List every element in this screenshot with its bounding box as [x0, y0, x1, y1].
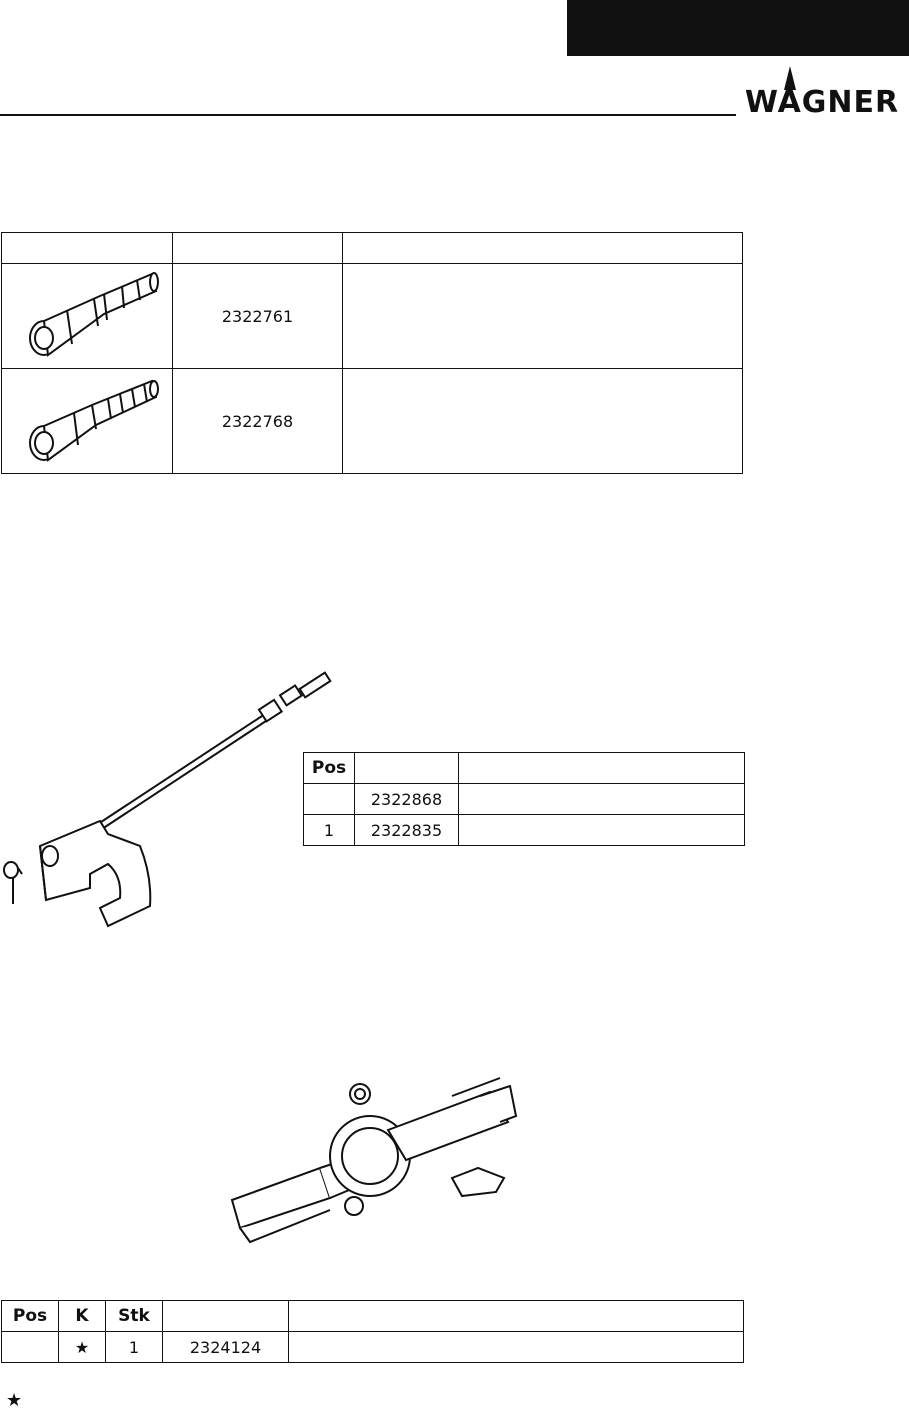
adapter-description	[343, 264, 743, 369]
header-black-bar	[567, 0, 909, 56]
table-row	[2, 1332, 744, 1363]
tool-description	[289, 1332, 744, 1363]
adapter-image-cell	[2, 369, 173, 474]
cable-part-no: 2322868	[355, 784, 459, 815]
cable-table	[303, 752, 745, 846]
adapter-part-no: 2322768	[173, 369, 343, 474]
table-row	[304, 784, 745, 815]
cable-header-pos: Pos	[304, 753, 355, 784]
table-row	[304, 815, 745, 846]
hose-adapter-stepped-icon	[12, 369, 162, 469]
cable-part-no: 2322835	[355, 815, 459, 846]
cable-description	[459, 784, 745, 815]
cable-pos: 1	[304, 815, 355, 846]
cable-description	[459, 815, 745, 846]
hose-adapter-icon	[12, 264, 162, 364]
tool-part-no: 2324124	[163, 1332, 289, 1363]
nozzle-tool-illustration	[220, 1078, 520, 1250]
adapter-col-part	[173, 233, 343, 264]
tool-header-k: K	[59, 1301, 106, 1332]
adapter-image-cell	[2, 264, 173, 369]
table-row	[2, 369, 743, 474]
adapter-description	[343, 369, 743, 474]
footnote-star-icon: ★	[6, 1390, 23, 1411]
cleaning-wire-illustration	[0, 676, 345, 936]
adapter-table	[1, 232, 743, 474]
tool-header-pos: Pos	[2, 1301, 59, 1332]
tool-header-desc	[289, 1301, 744, 1332]
header-rule	[0, 114, 736, 116]
adapter-col-image	[2, 233, 173, 264]
tool-stk: 1	[106, 1332, 163, 1363]
wear-part-star-icon: ★	[59, 1332, 106, 1363]
tool-header-stk: Stk	[106, 1301, 163, 1332]
wagner-logo	[738, 64, 906, 118]
table-row	[2, 264, 743, 369]
cable-pos	[304, 784, 355, 815]
svg-text:WAGNER: WAGNER	[744, 85, 900, 120]
cable-header-part	[355, 753, 459, 784]
tool-pos	[2, 1332, 59, 1363]
adapter-part-no: 2322761	[173, 264, 343, 369]
adapter-col-desc	[343, 233, 743, 264]
tool-table	[1, 1300, 744, 1363]
tool-header-part	[163, 1301, 289, 1332]
cable-header-desc	[459, 753, 745, 784]
